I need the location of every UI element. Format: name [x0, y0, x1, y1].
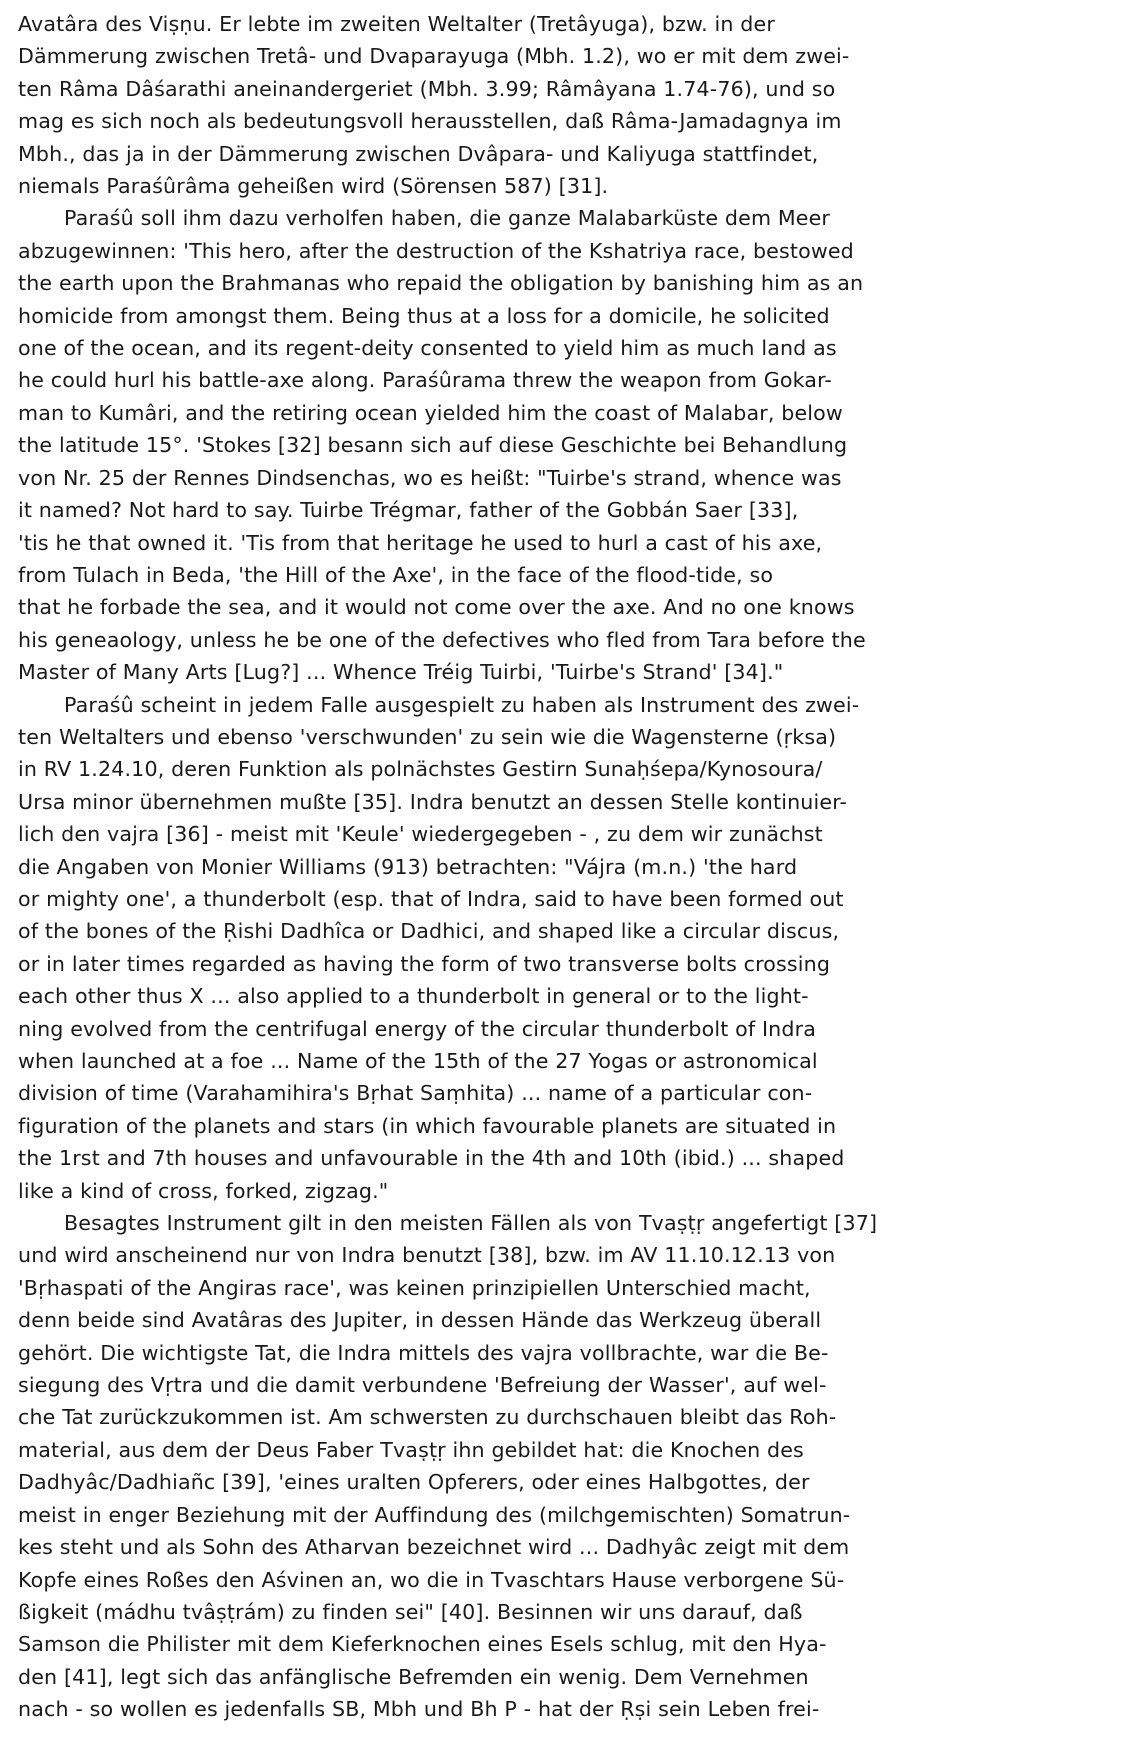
text-line: material, aus dem der Deus Faber Tvaṣṭṛ ihn gebildet hat: die Knochen des — [18, 1437, 804, 1462]
text-line: mag es sich noch als bedeutungsvoll herausstellen, daß Râma-Jamadagnya im — [18, 109, 842, 134]
text-line: niemals Paraśûrâma geheißen wird (Sörensen 587) [31]. — [18, 174, 609, 199]
text-line: from Tulach in Beda, 'the Hill of the Axe', in the face of the flood-tide, so — [18, 562, 774, 587]
document-page — [18, 8, 1120, 1726]
text-line: ten Weltalters und ebenso 'verschwunden' zu sein wie die Wagensterne (ṛksa) — [18, 724, 837, 749]
text-line: or in later times regarded as having the form of two transverse bolts crossing — [18, 951, 831, 976]
text-line: like a kind of cross, forked, zigzag." — [18, 1178, 389, 1203]
text-line: ning evolved from the centrifugal energy of the circular thunderbolt of Indra — [18, 1016, 816, 1041]
text-line: it named? Not hard to say. Tuirbe Trégmar, father of the Gobbán Saer [33], — [18, 498, 799, 523]
text-line: 'tis he that owned it. 'Tis from that heritage he used to hurl a cast of his axe, — [18, 530, 823, 555]
text-line: division of time (Varahamihira's Bṛhat Saṃhita) ... name of a particular con- — [18, 1081, 813, 1106]
text-line: gehört. Die wichtigste Tat, die Indra mittels des vajra vollbrachte, war die Be- — [18, 1340, 829, 1365]
text-line: man to Kumâri, and the retiring ocean yielded him the coast of Malabar, below — [18, 400, 843, 425]
text-line: Master of Many Arts [Lug?] ... Whence Tréig Tuirbi, 'Tuirbe's Strand' [34]." — [18, 660, 784, 685]
text-line: Dadhyâc/Dadhiañc [39], 'eines uralten Opferers, oder eines Halbgottes, der — [18, 1470, 810, 1495]
text-line: Avatâra des Viṣṇu. Er lebte im zweiten Weltalter (Tretâyuga), bzw. in der — [18, 12, 775, 36]
text-line: Paraśû soll ihm dazu verholfen haben, die ganze Malabarküste dem Meer — [64, 206, 831, 231]
paragraph-2 — [18, 202, 1120, 688]
text-line: 'Bṛhaspati of the Angiras race', was keinen prinzipiellen Unterschied macht, — [18, 1275, 811, 1300]
text-line: of the bones of the Ṛishi Dadhîca or Dadhici, and shaped like a circular discus, — [18, 919, 840, 944]
text-line: ßigkeit (mádhu tvâṣṭrám) zu finden sei" [40]. Besinnen wir uns darauf, daß — [18, 1599, 803, 1624]
text-line: lich den vajra [36] - meist mit 'Keule' wiedergegeben - , zu dem wir zunächst — [18, 822, 823, 847]
text-line: his geneaology, unless he be one of the defectives who fled from Tara before the — [18, 627, 866, 652]
text-line: the latitude 15°. 'Stokes [32] besann sich auf diese Geschichte bei Behandlung — [18, 433, 848, 458]
text-line: Kopfe eines Roßes den Aśvinen an, wo die in Tvaschtars Hause verborgene Sü- — [18, 1567, 845, 1592]
text-line: kes steht und als Sohn des Atharvan bezeichnet wird ... Dadhyâc zeigt mit dem — [18, 1535, 850, 1560]
text-line: that he forbade the sea, and it would not come over the axe. And no one knows — [18, 595, 855, 620]
text-line: each other thus X ... also applied to a thunderbolt in general or to the light- — [18, 984, 809, 1009]
text-line: meist in enger Beziehung mit der Auffindung des (milchgemischten) Somatrun- — [18, 1502, 851, 1527]
text-line: the 1rst and 7th houses and unfavourable in the 4th and 10th (ibid.) ... shaped — [18, 1146, 845, 1171]
text-line: die Angaben von Monier Williams (913) betrachten: "Vájra (m.n.) 'the hard — [18, 854, 798, 879]
text-line: denn beide sind Avatâras des Jupiter, in dessen Hände das Werkzeug überall — [18, 1308, 822, 1333]
paragraph-1 — [18, 8, 1120, 202]
text-line: von Nr. 25 der Rennes Dindsenchas, wo es heißt: "Tuirbe's strand, whence was — [18, 465, 842, 490]
text-line: he could hurl his battle-axe along. Paraśûrama threw the weapon from Gokar- — [18, 368, 832, 393]
text-line: che Tat zurückzukommen ist. Am schwersten zu durchschauen bleibt das Roh- — [18, 1405, 837, 1430]
text-line: abzugewinnen: 'This hero, after the destruction of the Kshatriya race, bestowed — [18, 238, 854, 263]
text-line: Mbh., das ja in der Dämmerung zwischen Dvâpara- und Kaliyuga stattfindet, — [18, 141, 819, 166]
text-line: Ursa minor übernehmen mußte [35]. Indra benutzt an dessen Stelle kontinuier- — [18, 789, 848, 814]
text-line: Besagtes Instrument gilt in den meisten Fällen als von Tvaṣṭṛ angefertigt [37] — [64, 1211, 878, 1236]
text-line: den [41], legt sich das anfänglische Befremden ein wenig. Dem Vernehmen — [18, 1664, 809, 1689]
text-line: the earth upon the Brahmanas who repaid the obligation by banishing him as an — [18, 271, 864, 296]
text-line: in RV 1.24.10, deren Funktion als polnächstes Gestirn Sunaḥśepa/Kynosoura/ — [18, 757, 823, 782]
text-line: figuration of the planets and stars (in which favourable planets are situated in — [18, 1113, 837, 1138]
paragraph-4 — [18, 1207, 1120, 1726]
text-line: Samson die Philister mit dem Kieferknochen eines Esels schlug, mit den Hya- — [18, 1632, 827, 1657]
text-line: homicide from amongst them. Being thus at a loss for a domicile, he solicited — [18, 303, 830, 328]
text-line: siegung des Vṛtra und die damit verbundene 'Befreiung der Wasser', auf wel- — [18, 1373, 827, 1398]
text-line: one of the ocean, and its regent-deity consented to yield him as much land as — [18, 336, 837, 361]
text-line: Paraśû scheint in jedem Falle ausgespielt zu haben als Instrument des zwei- — [64, 692, 860, 717]
paragraph-3 — [18, 689, 1120, 1208]
text-line: und wird anscheinend nur von Indra benutzt [38], bzw. im AV 11.10.12.13 von — [18, 1243, 836, 1268]
text-line: ten Râma Dâśarathi aneinandergeriet (Mbh. 3.99; Râmâyana 1.74-76), und so — [18, 76, 836, 101]
text-line: Dämmerung zwischen Tretâ- und Dvaparayuga (Mbh. 1.2), wo er mit dem zwei- — [18, 44, 850, 69]
text-line: when launched at a foe ... Name of the 15th of the 27 Yogas or astronomical — [18, 1049, 818, 1073]
text-line: nach - so wollen es jedenfalls SB, Mbh und Bh P - hat der Ṛṣi sein Leben frei- — [18, 1697, 820, 1722]
text-line: or mighty one', a thunderbolt (esp. that of Indra, said to have been formed out — [18, 886, 844, 911]
